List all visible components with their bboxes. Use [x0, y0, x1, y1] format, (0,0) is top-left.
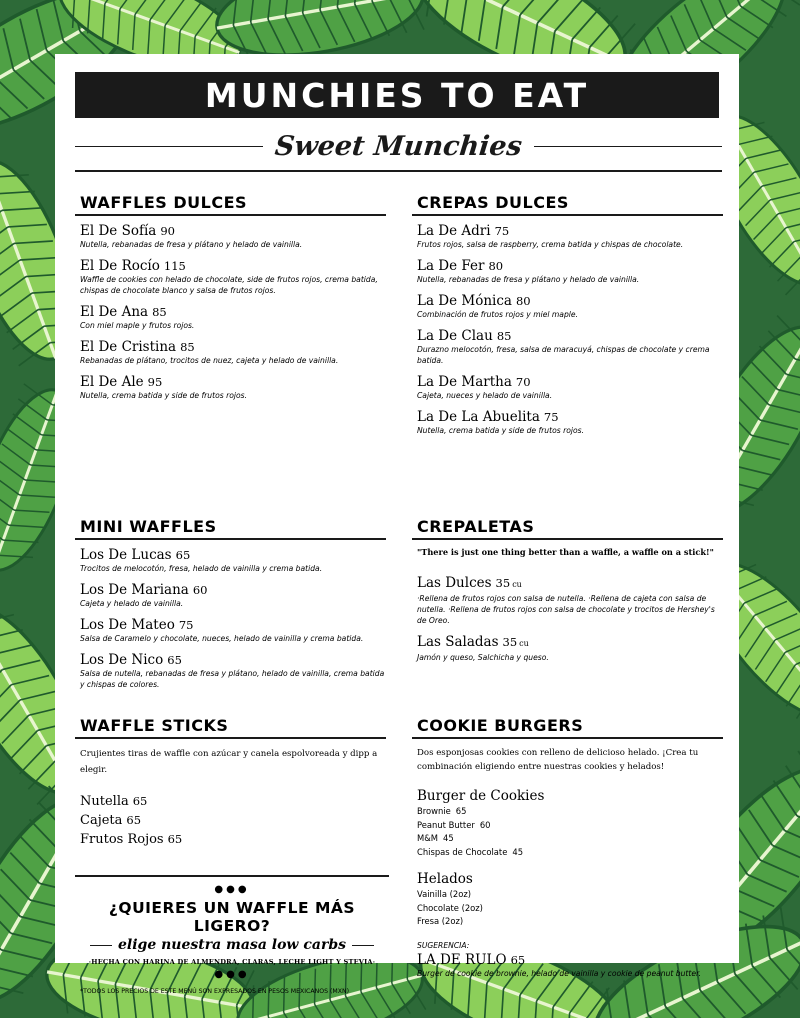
item-price: 65	[126, 813, 142, 827]
helados-group-title: Helados	[417, 871, 473, 887]
item-name-line	[417, 374, 723, 390]
item-name: El De Cristina	[80, 339, 177, 355]
item-price: 60	[192, 583, 208, 597]
promo-title: ¿QUIERES UN WAFFLE MÁS LIGERO?	[108, 899, 356, 935]
promo-subtitle: elige nuestra masa low carbs	[118, 937, 346, 953]
item-name: LA DE RULO	[417, 951, 507, 968]
promo-subtitle-line	[75, 937, 389, 953]
section-waffle-sticks	[75, 716, 386, 849]
item-name: La De Adri	[417, 223, 491, 239]
page-title: MUNCHIES TO EAT	[204, 75, 590, 115]
item-price: 90	[160, 224, 175, 238]
cookie-option	[412, 832, 723, 846]
price-footnote: *TODOS LOS PRECIOS DE ESTE MENÚ SON EXPRESADOS EN PESOS MEXICANOS (MXN)	[80, 988, 350, 995]
section-title: CREPAS DULCES	[412, 193, 723, 216]
menu-item	[75, 811, 386, 830]
item-description: ·Rellena de frutos rojos con salsa de nutella. ·Rellena de cajeta con salsa de nutella. ·Rellena de frutos rojos con salsa de chocolate y trocitos de Hershey's de Oreo.	[417, 594, 715, 625]
item-price: 35	[502, 635, 518, 649]
item-name-line	[80, 258, 386, 274]
menu-item	[75, 547, 386, 574]
item-name: Los De Lucas	[80, 547, 172, 563]
item-name: Las Saladas	[417, 634, 499, 650]
item-description: Jamón y queso, Salchicha y queso.	[417, 653, 549, 662]
item-name-line	[417, 328, 723, 344]
item-price: 35	[495, 576, 511, 590]
item-name: Nutella	[80, 794, 129, 809]
dots-ornament: ●●●	[214, 884, 250, 895]
option-name: Brownie	[417, 806, 451, 816]
item-price: 80	[515, 294, 531, 308]
dots-ornament: ●●●	[214, 969, 250, 980]
item-name-line	[80, 339, 386, 355]
item-name: El De Rocío	[80, 258, 160, 274]
menu-item	[75, 339, 386, 366]
dash-ornament	[90, 945, 112, 946]
item-name: La De La Abuelita	[417, 409, 540, 425]
price-unit: cu	[512, 580, 522, 589]
item-description: Waffle de cookies con helado de chocolate, side de frutos rojos, crema batida, chispas de chocolate blanco y salsa de frutos rojos.	[80, 275, 378, 295]
menu-item	[75, 792, 386, 811]
item-name-line	[80, 304, 386, 320]
menu-item	[75, 258, 386, 296]
item-price: 85	[496, 329, 512, 343]
item-description: Burger de cookie de brownie, helado de vainilla y cookie de peanut butter.	[417, 968, 701, 978]
menu-item	[412, 293, 723, 320]
item-price: 65	[167, 832, 183, 846]
dash-ornament	[352, 945, 374, 946]
item-price: 65	[175, 548, 191, 562]
item-name-line	[417, 409, 723, 425]
option-price: 45	[512, 846, 524, 857]
item-price: 65	[132, 794, 148, 808]
menu-item	[412, 223, 723, 250]
item-description: Durazno melocotón, fresa, salsa de maracuyá, chispas de chocolate y crema batida.	[417, 345, 710, 365]
item-name-line	[417, 952, 723, 968]
item-name: El De Sofía	[80, 223, 157, 239]
menu-item	[412, 258, 723, 285]
item-description: Nutella, rebanadas de fresa y plátano y helado de vainilla.	[417, 275, 640, 284]
item-name-line	[417, 223, 723, 239]
page-subtitle: Sweet Munchies	[273, 130, 524, 162]
section-waffles-dulces	[75, 193, 386, 409]
item-name: Los De Mateo	[80, 617, 175, 633]
item-name: La De Martha	[417, 374, 512, 390]
item-price: 75	[543, 410, 559, 424]
section-intro: Crujientes tiras de waffle con azúcar y canela espolvoreada y dipp a elegir.	[80, 749, 378, 775]
option-name: Peanut Butter	[417, 819, 475, 830]
item-name: Cajeta	[80, 813, 123, 828]
menu-item	[75, 304, 386, 331]
option-name: Chispas de Chocolate	[417, 846, 508, 857]
item-price: 115	[163, 259, 186, 273]
helado-option: Fresa (2oz)	[417, 916, 464, 926]
item-price: 65	[510, 952, 526, 967]
item-name-line	[80, 223, 386, 239]
section-intro: Dos esponjosas cookies con relleno de delicioso helado. ¡Crea tu combinación eligiendo entre nuestras cookies y helados!	[417, 748, 699, 772]
cookie-option	[412, 805, 723, 819]
item-description: Cajeta y helado de vainilla.	[80, 599, 184, 608]
item-description: Nutella, crema batida y side de frutos rojos.	[80, 391, 248, 400]
price-unit: cu	[519, 639, 529, 648]
item-price: 85	[180, 340, 195, 354]
section-title: COOKIE BURGERS	[412, 716, 723, 739]
item-name: La De Fer	[417, 258, 485, 274]
item-description: Trocitos de melocotón, fresa, helado de vainilla y crema batida.	[80, 564, 323, 573]
menu-item	[75, 830, 386, 849]
promo-note: ·HECHA CON HARINA DE ALMENDRA, CLARAS, LECHE LIGHT Y STEVIA·	[88, 958, 376, 966]
menu-item	[75, 652, 386, 690]
menu-item	[412, 575, 723, 626]
item-description: Rebanadas de plátano, trocitos de nuez, cajeta y helado de vainilla.	[80, 356, 339, 365]
menu-item	[412, 952, 723, 979]
item-price: 85	[152, 305, 167, 319]
item-price: 75	[178, 618, 194, 632]
section-crepas-dulces	[412, 193, 723, 444]
option-price: 60	[479, 819, 491, 830]
menu-item	[75, 223, 386, 250]
menu-item	[75, 617, 386, 644]
helado-option: Vainilla (2oz)	[417, 889, 472, 899]
section-title: CREPALETAS	[412, 517, 723, 540]
item-description: Frutos rojos, salsa de raspberry, crema batida y chispas de chocolate.	[417, 240, 684, 249]
section-cookie-burgers	[412, 716, 723, 987]
item-description: Salsa de Caramelo y chocolate, nueces, helado de vainilla y crema batida.	[80, 634, 364, 643]
item-description: Salsa de nutella, rebanadas de fresa y plátano, helado de vainilla, crema batida y chispas de colores.	[80, 669, 385, 689]
cookie-option	[412, 819, 723, 833]
section-title: WAFFLES DULCES	[75, 193, 386, 216]
helado-option: Chocolate (2oz)	[417, 902, 483, 913]
item-name: Los De Mariana	[80, 582, 189, 598]
item-name-line	[80, 617, 386, 633]
item-name: La De Clau	[417, 328, 493, 344]
item-name-line	[417, 258, 723, 274]
item-price: 70	[515, 375, 531, 389]
section-mini-waffles	[75, 517, 386, 698]
option-price: 65	[455, 806, 467, 816]
item-name-line	[417, 293, 723, 309]
item-description: Con miel maple y frutos rojos.	[80, 321, 195, 330]
cookies-group-title: Burger de Cookies	[417, 788, 545, 804]
section-title: MINI WAFFLES	[75, 517, 386, 540]
menu-item	[412, 374, 723, 401]
item-name-line	[417, 575, 723, 593]
item-name: Los De Nico	[80, 652, 164, 668]
item-name-line	[417, 634, 723, 652]
item-name: Frutos Rojos	[80, 832, 164, 847]
menu-item	[75, 374, 386, 401]
item-description: Combinación de frutos rojos y miel maple.	[417, 310, 578, 319]
suggestion-label: SUGERENCIA:	[417, 940, 470, 950]
option-name: M&M	[417, 833, 438, 843]
item-price: 80	[488, 259, 504, 273]
item-name-line	[80, 652, 386, 668]
item-name-line	[80, 547, 386, 563]
item-description: Nutella, crema batida y side de frutos rojos.	[417, 426, 585, 435]
item-name-line	[80, 582, 386, 598]
section-crepaletas	[412, 517, 723, 671]
menu-item	[75, 582, 386, 609]
item-price: 75	[494, 224, 510, 238]
option-price: 45	[442, 833, 454, 843]
item-name-line	[80, 374, 386, 390]
cookie-option	[412, 846, 723, 860]
menu-item	[412, 409, 723, 436]
item-name: La De Mónica	[417, 293, 512, 309]
item-name: Las Dulces	[417, 575, 492, 591]
low-carb-promo	[75, 875, 389, 980]
item-name: El De Ale	[80, 374, 144, 390]
item-price: 65	[167, 653, 182, 667]
crepaletas-quote: "There is just one thing better than a waffle, a waffle on a stick!"	[417, 547, 714, 557]
section-title: WAFFLE STICKS	[75, 716, 386, 739]
menu-item	[412, 634, 723, 663]
item-price: 95	[147, 375, 163, 389]
menu-item	[412, 328, 723, 366]
item-description: Nutella, rebanadas de fresa y plátano y helado de vainilla.	[80, 240, 303, 249]
item-name: El De Ana	[80, 304, 149, 320]
item-description: Cajeta, nueces y helado de vainilla.	[417, 391, 553, 400]
